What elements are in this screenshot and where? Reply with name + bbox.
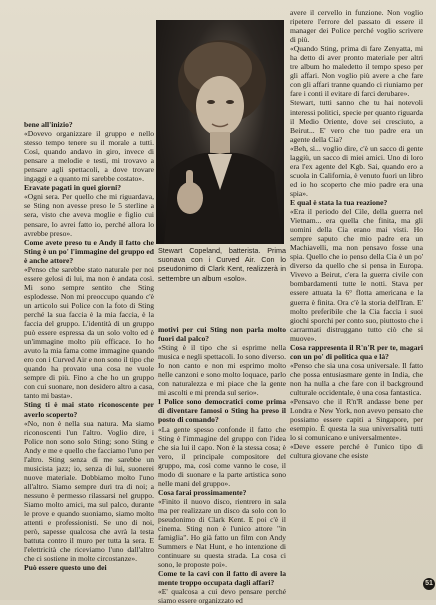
answer-paragraph: «Era il periodo del Cile, della guerra nel Vietnam... era quella che finita, ma gli uomini della Cia erano mai visti. Ho sempre saputo che mio padre era un Machiavelli, ma non pensavo fosse una spia. Quello che io penso della Cia è un po' diverso da quello che si pensa in Europa. Vivevo a Beirut, c'era la guerra civile con bombardamenti tutte le notti. Stava per essere attuata la 6° flotta americana e la guerra è finita. Ora c'è la storia dell'Iran. E' molto preferibile che la Cia faccia i suoi giochi sporchi per conto suo, piuttosto che i carrarmati distruggano tutto ciò che si muove». <box>290 207 423 343</box>
portrait-photo <box>156 20 284 244</box>
answer-paragraph: «Deve essere perché è l'unico tipo di cultura giovane che esiste <box>290 442 423 461</box>
answer-paragraph: «Beh, sì... voglio dire, c'è un sacco di gente laggiù, un sacco di miei amici. Uno di loro era l'ex agente del Kgb. Sai, quando ero a scuola in California, è venuto fuori un libro ed io ho scoperto che mio padre era una spia». <box>290 143 423 198</box>
photo-caption: Stewart Copeland, batterista. Prima suonava con i Curved Air. Con lo pseudonimo di Clark Kent, realizzerà in settembre un album «solo». <box>158 246 286 283</box>
question-paragraph: Può essere questo uno dei <box>24 563 107 573</box>
question-paragraph: Eravate pagati in quei giorni? <box>24 183 122 193</box>
text-column-right <box>290 8 423 600</box>
answer-paragraph: «La gente spesso confonde il fatto che Sting è l'immagine del gruppo con l'idea che sia lui il capo. Non è la stessa cosa; è vero, il principale compositore del gruppo, ma, così come vanno le cose, il modo di suonare e la parte artistica sono nelle mani del gruppo». <box>158 424 286 488</box>
answer-paragraph: Stewart, tutti sanno che tu hai notevoli interessi politici, specie per quanto riguarda il Medio Oriente, dove sei cresciuto, a Beirut... E' vero che tuo padre era un agente della Cia? <box>290 98 423 144</box>
question-paragraph: Cosa farai prossimamente? <box>158 487 247 497</box>
question-paragraph: motivi per cui Sting non parla molto fuori dal palco? <box>158 325 286 344</box>
text-column-middle <box>158 325 286 605</box>
answer-paragraph: «Dovevo organizzare il gruppo e nello stesso tempo tenere su il morale a tutti. Così, quando andavo in giro, invece di pensare a melodie e testi, mi trovavo a pensare agli spettacoli, a dove trovare ingaggi e a quanto mi sarebbe costato». <box>24 129 154 184</box>
answer-paragraph: «Penso che sarebbe stato naturale per noi essere gelosi di lui, ma non è andata così. Mi sono sempre sentito che Sting esplodesse. Non mi preoccupo quando c'è un articolo sui Police con la foto di Sting perché la sua faccia è la mia faccia, è la faccia del gruppo. L'identità di un gruppo può essere espressa da un solo volto ed è un'immagine molto più efficace. Io ho avuto la mia fama come immagine quando ero con i Curved Air e non sono il tipo che quando ha provato una cosa ne vuole sempre di più. Fino a che ho un gruppo con cui suonare, non desidero altro a casa, tanto mi basta». <box>24 264 154 401</box>
question-paragraph: E qual è stata la tua reazione? <box>290 197 388 207</box>
question-paragraph: bene all'inizio? <box>24 120 73 129</box>
answer-paragraph: «No, non è nella sua natura. Ma siamo riconoscenti l'un l'altro. Voglio dire, i Police non sono solo Sting; sono Sting e Andy e me e quello che facciamo l'uno per l'altro. Sting senza di me sarebbe un musicista jazz; io, senza di lui, suonerei nuove materiale. Dobbiamo molto l'uno all'altro. Siamo sempre duri tra di noi; a nessuno è permesso rilassarsi nel gruppo. Siamo molto amici, ma sul palco, durante le prove e quando suoniamo, siamo molto attenti e professionisti. Se uno di noi, però, sapesse qualcosa che avrà la testa battuta contro il muro per tutta la sera. E l'elettricità che riceviamo l'uno dall'altro che ci sostiene in molte circostanze». <box>24 418 154 564</box>
question-paragraph: I Police sono democratici come prima di diventare famosi o Sting ha preso il posto di comando? <box>158 397 286 425</box>
answer-paragraph: «Pensavo che il R'n'R andasse bene per Londra e New York, non avevo pensato che possiamo essere capiti a Singapore, per esempio. È questa la sua universalità tutti lo si comunicano e universalmente». <box>290 397 423 443</box>
answer-paragraph: avere il cervello in funzione. Non voglio ripetere l'errore del passato di essere il manager dei Police perché voglio scrivere di più. <box>290 8 423 45</box>
question-paragraph: Cosa rappresenta il R'n'R per te, magari con un po' di politica qua e là? <box>290 342 423 361</box>
answer-paragraph: «Sting è il tipo che si esprime nella musica e negli spettacoli. Io sono diverso. Io non canto e non mi esprimo molto nelle canzoni e sono molto loquace, parlo con naturalezza e mi piace che la gente mi ascolti e mi prenda sul serio». <box>158 343 286 398</box>
answer-paragraph: «Ogni sera. Per quello che mi riguardava, se Sting non avesse preso le 5 sterline a sera, visto che aveva moglie e figlio cui pensare, lo avrei fatto io, perché allora lo avrebbe preso». <box>24 192 154 238</box>
answer-paragraph: «E' qualcosa a cui devo pensare perché siamo essere organizzato ed <box>158 587 286 605</box>
answer-paragraph: «Penso che sia una cosa universale. Il fatto che possa entusiasmare gente in India, che non ha nulla a che fare con il background culturale occidentale, è una cosa fantastica. <box>290 360 423 397</box>
question-paragraph: Come te la cavi con il fatto di avere la mente troppo occupata dagli affari? <box>158 569 286 588</box>
answer-paragraph: «Quando Sting, prima di fare Zenyatta, mi ha detto di aver pronto materiale per altri tre album ho maledetto il tempo speso per gli affari. Non voglio più avere a che fare con gli affari tranne quando ci riuniamo per fare i conti il evitare di farci derubare». <box>290 44 423 99</box>
question-paragraph: Sting ti è mai stato riconoscente per averlo scoperto? <box>24 400 154 419</box>
page-number: 51 <box>423 578 435 590</box>
answer-paragraph: «Finito il nuovo disco, rientrero in sala ma per realizzare un disco da solo con lo pseudonimo di Clark Kent. E poi c'è il cinema. Sting non è l'unico attore "in famiglia". Ho già fatto un film con Andy Summers e Nat Hunt, e ho intenzione di continuare su questa strada. La cosa ci sono, le proposte poi». <box>158 496 286 570</box>
question-paragraph: Come avete preso tu e Andy il fatto che Sting è un po' l'immagine del gruppo ed è anche attore? <box>24 237 154 265</box>
text-column-left <box>24 120 154 600</box>
